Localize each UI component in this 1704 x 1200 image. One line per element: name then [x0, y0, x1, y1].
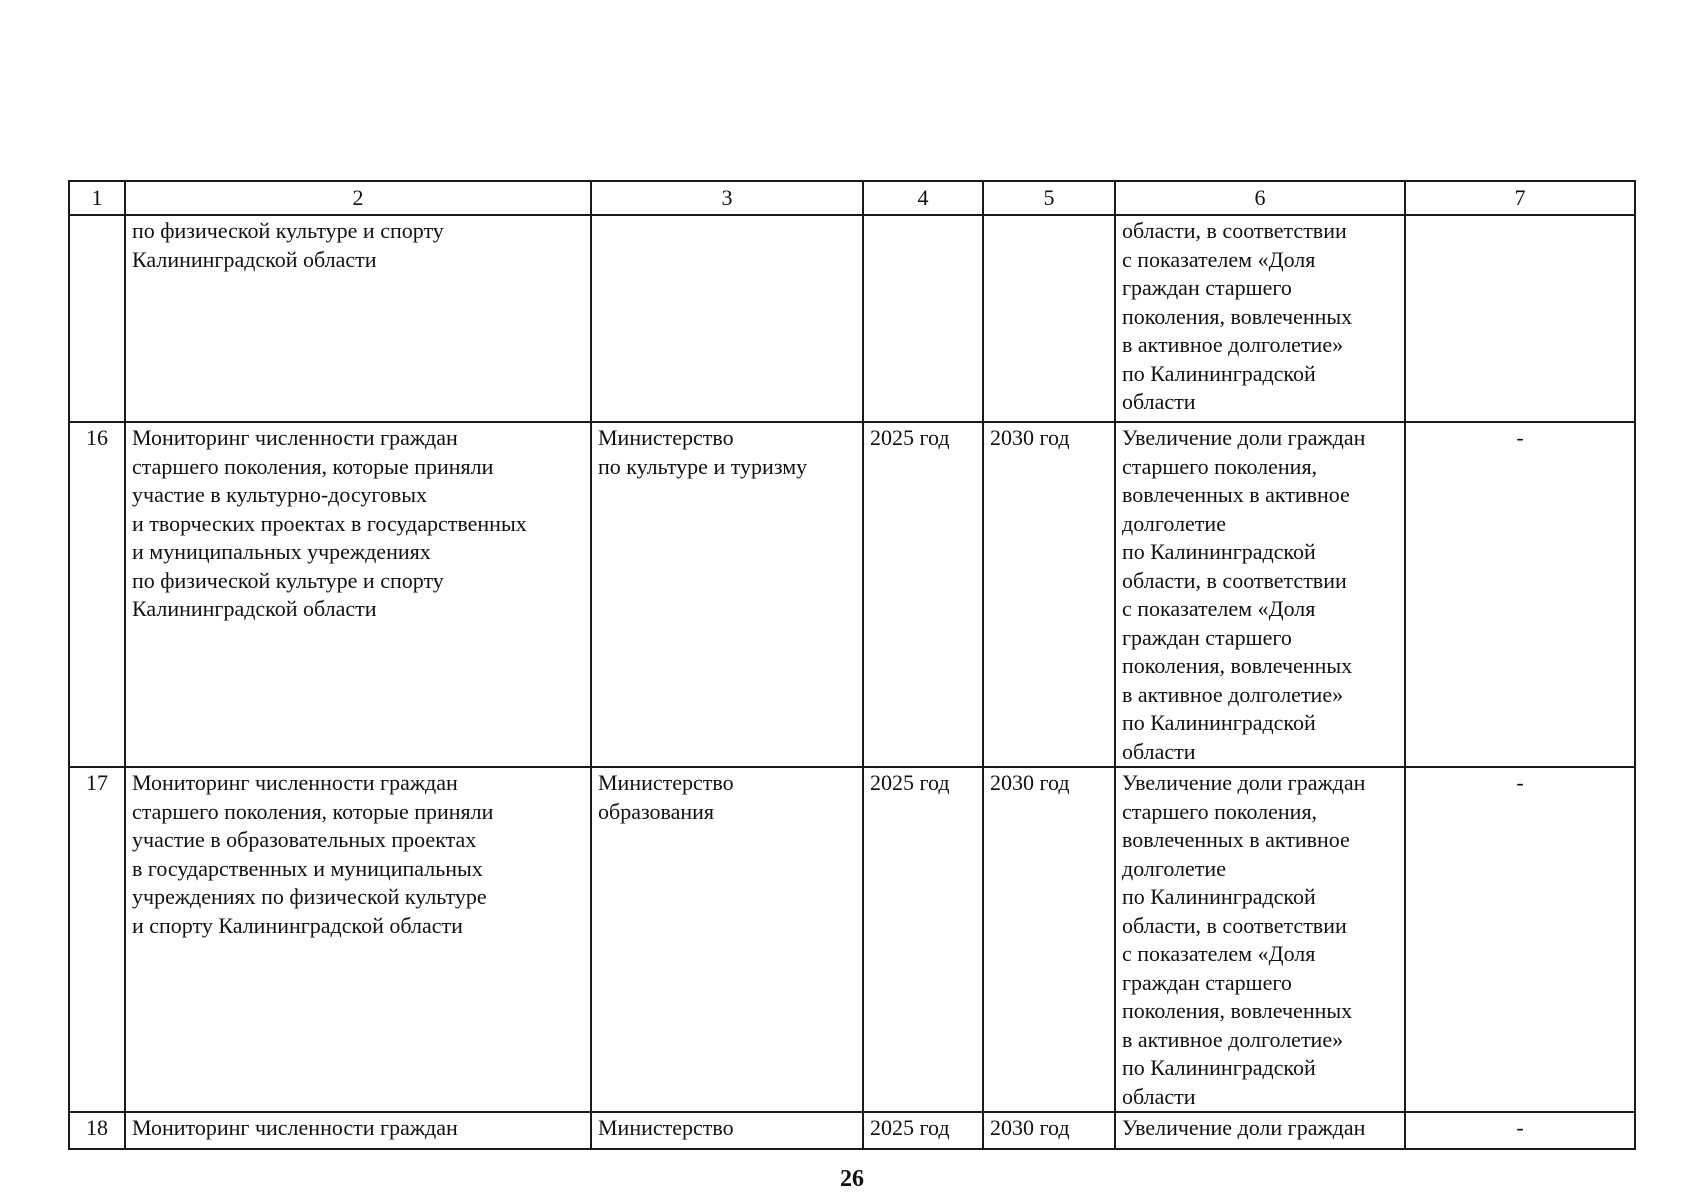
table-header-row: [69, 181, 1635, 215]
result-cell: Увеличение доли граждан: [1115, 1112, 1405, 1149]
measures-table: [68, 180, 1636, 1150]
note-cell: -: [1405, 422, 1635, 767]
start-cell: 2025 год: [863, 1112, 983, 1149]
table-row: [69, 422, 1635, 767]
table-row: [69, 767, 1635, 1112]
table-row-continuation: [69, 215, 1635, 422]
end-cell: 2030 год: [983, 422, 1115, 767]
row-number: 17: [69, 767, 125, 1112]
row-number: 18: [69, 1112, 125, 1149]
responsible-cell: Министерство образования: [591, 767, 863, 1112]
row-number: [69, 215, 125, 422]
header-col-7: 7: [1405, 181, 1635, 215]
end-cell: [983, 215, 1115, 422]
end-cell: 2030 год: [983, 767, 1115, 1112]
responsible-cell: Министерство: [591, 1112, 863, 1149]
row-number: 16: [69, 422, 125, 767]
header-col-3: 3: [591, 181, 863, 215]
header-col-4: 4: [863, 181, 983, 215]
result-cell: Увеличение доли граждан старшего поколения, вовлеченных в активное долголетие по Калининградской области, в соответствии с показателем «Доля граждан старшего поколения, вовлеченных в активное долголетие» по Калининградской области: [1115, 767, 1405, 1112]
header-col-5: 5: [983, 181, 1115, 215]
result-cell: Увеличение доли граждан старшего поколения, вовлеченных в активное долголетие по Калининградской области, в соответствии с показателем «Доля граждан старшего поколения, вовлеченных в активное долголетие» по Калининградской области: [1115, 422, 1405, 767]
start-cell: 2025 год: [863, 767, 983, 1112]
note-cell: -: [1405, 767, 1635, 1112]
table-row: [69, 1112, 1635, 1149]
action-cell: Мониторинг численности граждан старшего поколения, которые приняли участие в образовательных проектах в государственных и муниципальных учреждениях по физической культуре и спорту Калининградской области: [125, 767, 591, 1112]
end-cell: 2030 год: [983, 1112, 1115, 1149]
responsible-cell: [591, 215, 863, 422]
result-cell: области, в соответствии с показателем «Доля граждан старшего поколения, вовлеченных в активное долголетие» по Калининградской области: [1115, 215, 1405, 422]
responsible-cell: Министерство по культуре и туризму: [591, 422, 863, 767]
action-cell: по физической культуре и спорту Калининградской области: [125, 215, 591, 422]
start-cell: [863, 215, 983, 422]
note-cell: -: [1405, 1112, 1635, 1149]
start-cell: 2025 год: [863, 422, 983, 767]
action-cell: Мониторинг численности граждан старшего поколения, которые приняли участие в культурно-досуговых и творческих проектах в государственных и муниципальных учреждениях по физической культуре и спорту Калининградской области: [125, 422, 591, 767]
header-col-1: 1: [69, 181, 125, 215]
page-number: 26: [840, 1166, 864, 1192]
action-cell: Мониторинг численности граждан: [125, 1112, 591, 1149]
header-col-2: 2: [125, 181, 591, 215]
note-cell: [1405, 215, 1635, 422]
header-col-6: 6: [1115, 181, 1405, 215]
